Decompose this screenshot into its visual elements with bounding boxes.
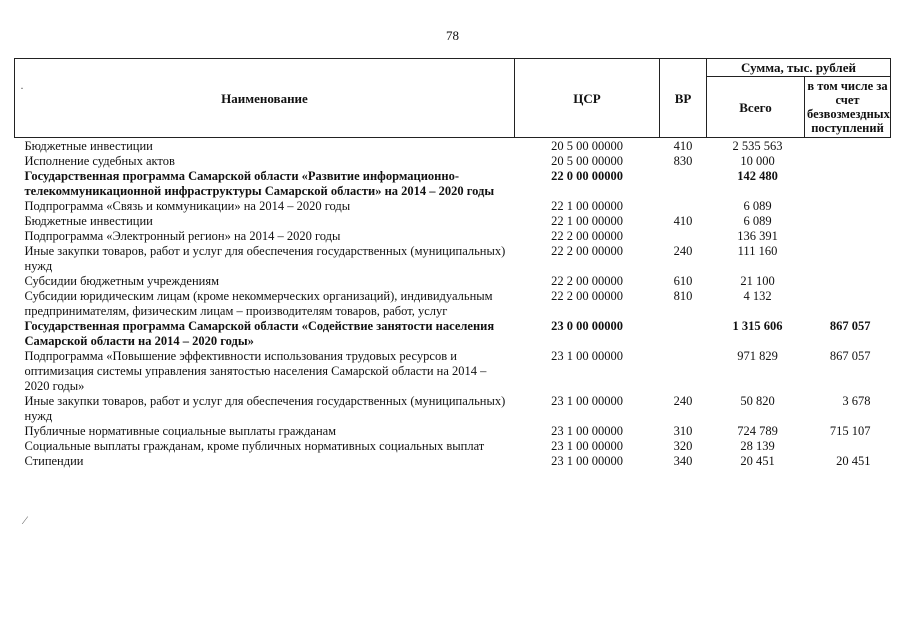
page-number: 78 bbox=[446, 28, 459, 43]
table-row bbox=[15, 349, 891, 394]
row-csr: 23 1 00 00000 bbox=[551, 349, 623, 363]
row-free bbox=[805, 229, 891, 244]
row-total: 28 139 bbox=[740, 439, 775, 453]
row-name: Государственная программа Самарской области «Содействие занятости населения Самарской области на 2014 – 2020 годы» bbox=[24, 319, 495, 348]
row-total: 10 000 bbox=[740, 154, 775, 168]
row-vr: 410 bbox=[673, 139, 693, 153]
row-free bbox=[805, 289, 891, 319]
row-free: 867 057 bbox=[829, 349, 871, 363]
row-free bbox=[805, 199, 891, 214]
row-vr bbox=[660, 349, 707, 394]
table-row bbox=[15, 154, 891, 169]
row-vr: 320 bbox=[673, 439, 693, 453]
table-row bbox=[15, 319, 891, 349]
row-vr: 240 bbox=[673, 394, 693, 408]
row-free bbox=[805, 169, 891, 199]
row-free bbox=[805, 244, 891, 274]
row-vr bbox=[660, 199, 707, 214]
row-total: 111 160 bbox=[737, 244, 778, 258]
table-row bbox=[15, 394, 891, 424]
row-total: 142 480 bbox=[737, 169, 778, 183]
row-total: 724 789 bbox=[737, 424, 778, 438]
budget-table bbox=[14, 58, 891, 469]
table-body bbox=[15, 138, 891, 470]
row-csr: 23 1 00 00000 bbox=[551, 394, 623, 408]
row-free: 20 451 bbox=[836, 454, 871, 468]
header-csr: ЦСР bbox=[515, 59, 660, 138]
row-name: Государственная программа Самарской области «Развитие информационно-телекоммуникационной инфраструктуры Самарской области» на 2014 – 2020 годы bbox=[24, 169, 495, 198]
row-name: Подпрограмма «Повышение эффективности использования трудовых ресурсов и оптимизация системы управления занятостью населения Самарской области на 2014 – 2020 годы» bbox=[24, 349, 487, 393]
row-name: Социальные выплаты гражданам, кроме публичных нормативных социальных выплат bbox=[24, 439, 485, 453]
row-vr: 830 bbox=[673, 154, 693, 168]
table-row bbox=[15, 289, 891, 319]
table-header bbox=[15, 59, 891, 138]
row-vr bbox=[660, 319, 707, 349]
row-csr: 22 1 00 00000 bbox=[551, 199, 623, 213]
row-vr: 340 bbox=[673, 454, 693, 468]
row-free bbox=[805, 154, 891, 169]
table-row bbox=[15, 439, 891, 454]
row-name: Бюджетные инвестиции bbox=[24, 139, 153, 153]
row-total: 4 132 bbox=[743, 289, 772, 303]
row-csr: 22 2 00 00000 bbox=[551, 289, 623, 303]
row-total: 971 829 bbox=[737, 349, 778, 363]
row-name: Стипендии bbox=[24, 454, 84, 468]
row-free: 3 678 bbox=[842, 394, 871, 408]
row-csr: 20 5 00 00000 bbox=[551, 139, 623, 153]
table-row bbox=[15, 214, 891, 229]
row-free bbox=[805, 214, 891, 229]
row-name: Подпрограмма «Связь и коммуникации» на 2014 – 2020 годы bbox=[24, 199, 351, 213]
row-name: Субсидии юридическим лицам (кроме некоммерческих организаций), индивидуальным предпринимателям, физическим лицам – производителям товаров, работ, услуг bbox=[24, 289, 493, 318]
row-total: 6 089 bbox=[743, 214, 772, 228]
header-total: Всего bbox=[707, 77, 805, 138]
row-vr bbox=[660, 169, 707, 199]
row-free: 867 057 bbox=[829, 319, 871, 333]
row-free bbox=[805, 138, 891, 155]
row-free bbox=[805, 439, 891, 454]
table-row bbox=[15, 274, 891, 289]
row-csr: 22 2 00 00000 bbox=[551, 244, 623, 258]
row-csr: 23 1 00 00000 bbox=[551, 424, 623, 438]
row-vr: 310 bbox=[673, 424, 693, 438]
row-total: 1 315 606 bbox=[732, 319, 783, 333]
row-vr: 240 bbox=[673, 244, 693, 258]
row-csr: 22 1 00 00000 bbox=[551, 214, 623, 228]
table-row bbox=[15, 138, 891, 155]
row-total: 21 100 bbox=[740, 274, 775, 288]
scan-speck: ⁄ bbox=[24, 513, 27, 527]
row-total: 2 535 563 bbox=[732, 139, 783, 153]
row-csr: 20 5 00 00000 bbox=[551, 154, 623, 168]
row-vr: 610 bbox=[673, 274, 693, 288]
table-row bbox=[15, 229, 891, 244]
table-row bbox=[15, 424, 891, 439]
table-row bbox=[15, 199, 891, 214]
row-free: 715 107 bbox=[829, 424, 871, 438]
row-name: Публичные нормативные социальные выплаты гражданам bbox=[24, 424, 337, 438]
row-csr: 23 1 00 00000 bbox=[551, 454, 623, 468]
table-row bbox=[15, 244, 891, 274]
scan-speck: · bbox=[20, 81, 24, 95]
row-csr: 23 0 00 00000 bbox=[551, 319, 623, 333]
row-total: 6 089 bbox=[743, 199, 772, 213]
header-sum-group: Сумма, тыс. рублей bbox=[707, 59, 891, 77]
row-csr: 22 0 00 00000 bbox=[551, 169, 623, 183]
table-row bbox=[15, 454, 891, 469]
row-total: 136 391 bbox=[737, 229, 778, 243]
row-csr: 22 2 00 00000 bbox=[551, 229, 623, 243]
row-csr: 22 2 00 00000 bbox=[551, 274, 623, 288]
table-row bbox=[15, 169, 891, 199]
row-name: Субсидии бюджетным учреждениям bbox=[24, 274, 220, 288]
row-name: Иные закупки товаров, работ и услуг для обеспечения государственных (муниципальных) нужд bbox=[24, 394, 506, 423]
row-vr: 410 bbox=[673, 214, 693, 228]
header-vr: ВР bbox=[660, 59, 707, 138]
row-total: 20 451 bbox=[740, 454, 775, 468]
row-name: Иные закупки товаров, работ и услуг для обеспечения государственных (муниципальных) нужд bbox=[24, 244, 506, 273]
row-name: Исполнение судебных актов bbox=[24, 154, 175, 168]
row-free bbox=[805, 274, 891, 289]
header-free: в том числе за счет безвозмездных поступлений bbox=[805, 77, 891, 138]
header-name: Наименование bbox=[15, 59, 515, 138]
row-name: Бюджетные инвестиции bbox=[24, 214, 153, 228]
row-vr: 810 bbox=[673, 289, 693, 303]
row-vr bbox=[660, 229, 707, 244]
row-total: 50 820 bbox=[740, 394, 775, 408]
row-name: Подпрограмма «Электронный регион» на 2014 – 2020 годы bbox=[24, 229, 341, 243]
row-csr: 23 1 00 00000 bbox=[551, 439, 623, 453]
